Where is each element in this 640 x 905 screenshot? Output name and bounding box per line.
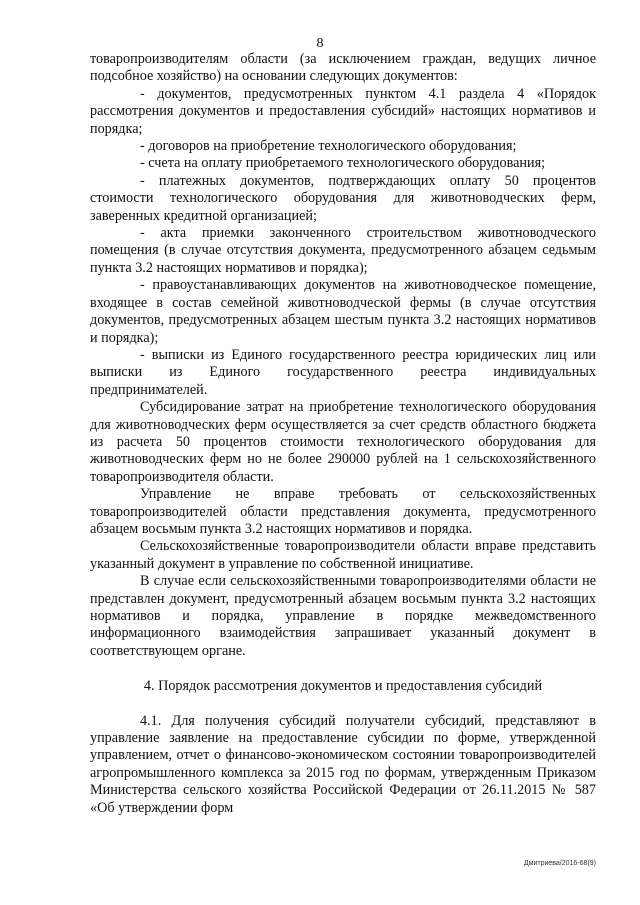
- document-body: [90, 51, 596, 817]
- list-item: - платежных документов, подтверждающих оплату 50 процентов стоимости технологического оборудования для животноводческих ферм, заверенных кредитной организацией;: [90, 172, 596, 224]
- paragraph: Управление не вправе требовать от сельскохозяйственных товаропроизводителей области представления документа, предусмотренного абзацем восьмым пункта 3.2 настоящих нормативов и порядка.: [90, 486, 596, 537]
- page-number: 8: [316, 36, 324, 51]
- list-item: - договоров на приобретение технологического оборудования;: [140, 138, 517, 155]
- list-item: - счета на оплату приобретаемого технологического оборудования;: [140, 155, 546, 172]
- paragraph: Сельскохозяйственные товаропроизводители области вправе представить указанный документ в управление по собственной инициативе.: [90, 538, 596, 572]
- section-heading: 4. Порядок рассмотрения документов и предоставления субсидий: [143, 678, 543, 695]
- list-item: - выписки из Единого государственного реестра юридических лиц или выписки из Единого государственного реестра индивидуальных предпринимателей.: [90, 346, 596, 398]
- list-item: - акта приемки законченного строительством животноводческого помещения (в случае отсутствия документа, предусмотренного абзацем седьмым пункта 3.2 настоящих нормативов и порядка);: [90, 225, 596, 276]
- paragraph: 4.1. Для получения субсидий получатели субсидий, представляют в управление заявление на предоставление субсидии по форме, утвержденной управлением, отчет о финансово-экономическом состоянии товаропроизводителей агропромышленного комплекса за 2015 год по формам, утвержденным Приказом Министерства сельского хозяйства Российской Федерации от 26.11.2015 № 587 «Об утверждении форм: [90, 712, 596, 816]
- list-item: - правоустанавливающих документов на животноводческое помещение, входящее в состав семейной животноводческой фермы (в случае отсутствия документов, предусмотренных абзацем шестым пункта 3.2 настоящих нормативов и порядка);: [90, 277, 596, 346]
- paragraph: Субсидирование затрат на приобретение технологического оборудования для животноводческих ферм осуществляется за счет средств областного бюджета из расчета 50 процентов стоимости технологического оборудования для животноводческих ферм но не более 290000 рублей на 1 сельскохозяйственного товаропроизводителя области.: [90, 399, 596, 485]
- paragraph: товаропроизводителям области (за исключением граждан, ведущих личное подсобное хозяйство) на основании следующих документов:: [90, 51, 596, 85]
- list-item: - документов, предусмотренных пунктом 4.1 раздела 4 «Порядок рассмотрения документов и предоставления субсидий» настоящих нормативов и порядка;: [90, 85, 596, 137]
- footer-code: Дмитриева/2016-68(9): [523, 860, 596, 867]
- paragraph: В случае если сельскохозяйственными товаропроизводителями области не представлен документ, предусмотренный абзацем восьмым пункта 3.2 настоящих нормативов и порядка, управление в порядке межведомственного информационного взаимодействия запрашивает указанный документ в соответствующем органе.: [90, 573, 596, 659]
